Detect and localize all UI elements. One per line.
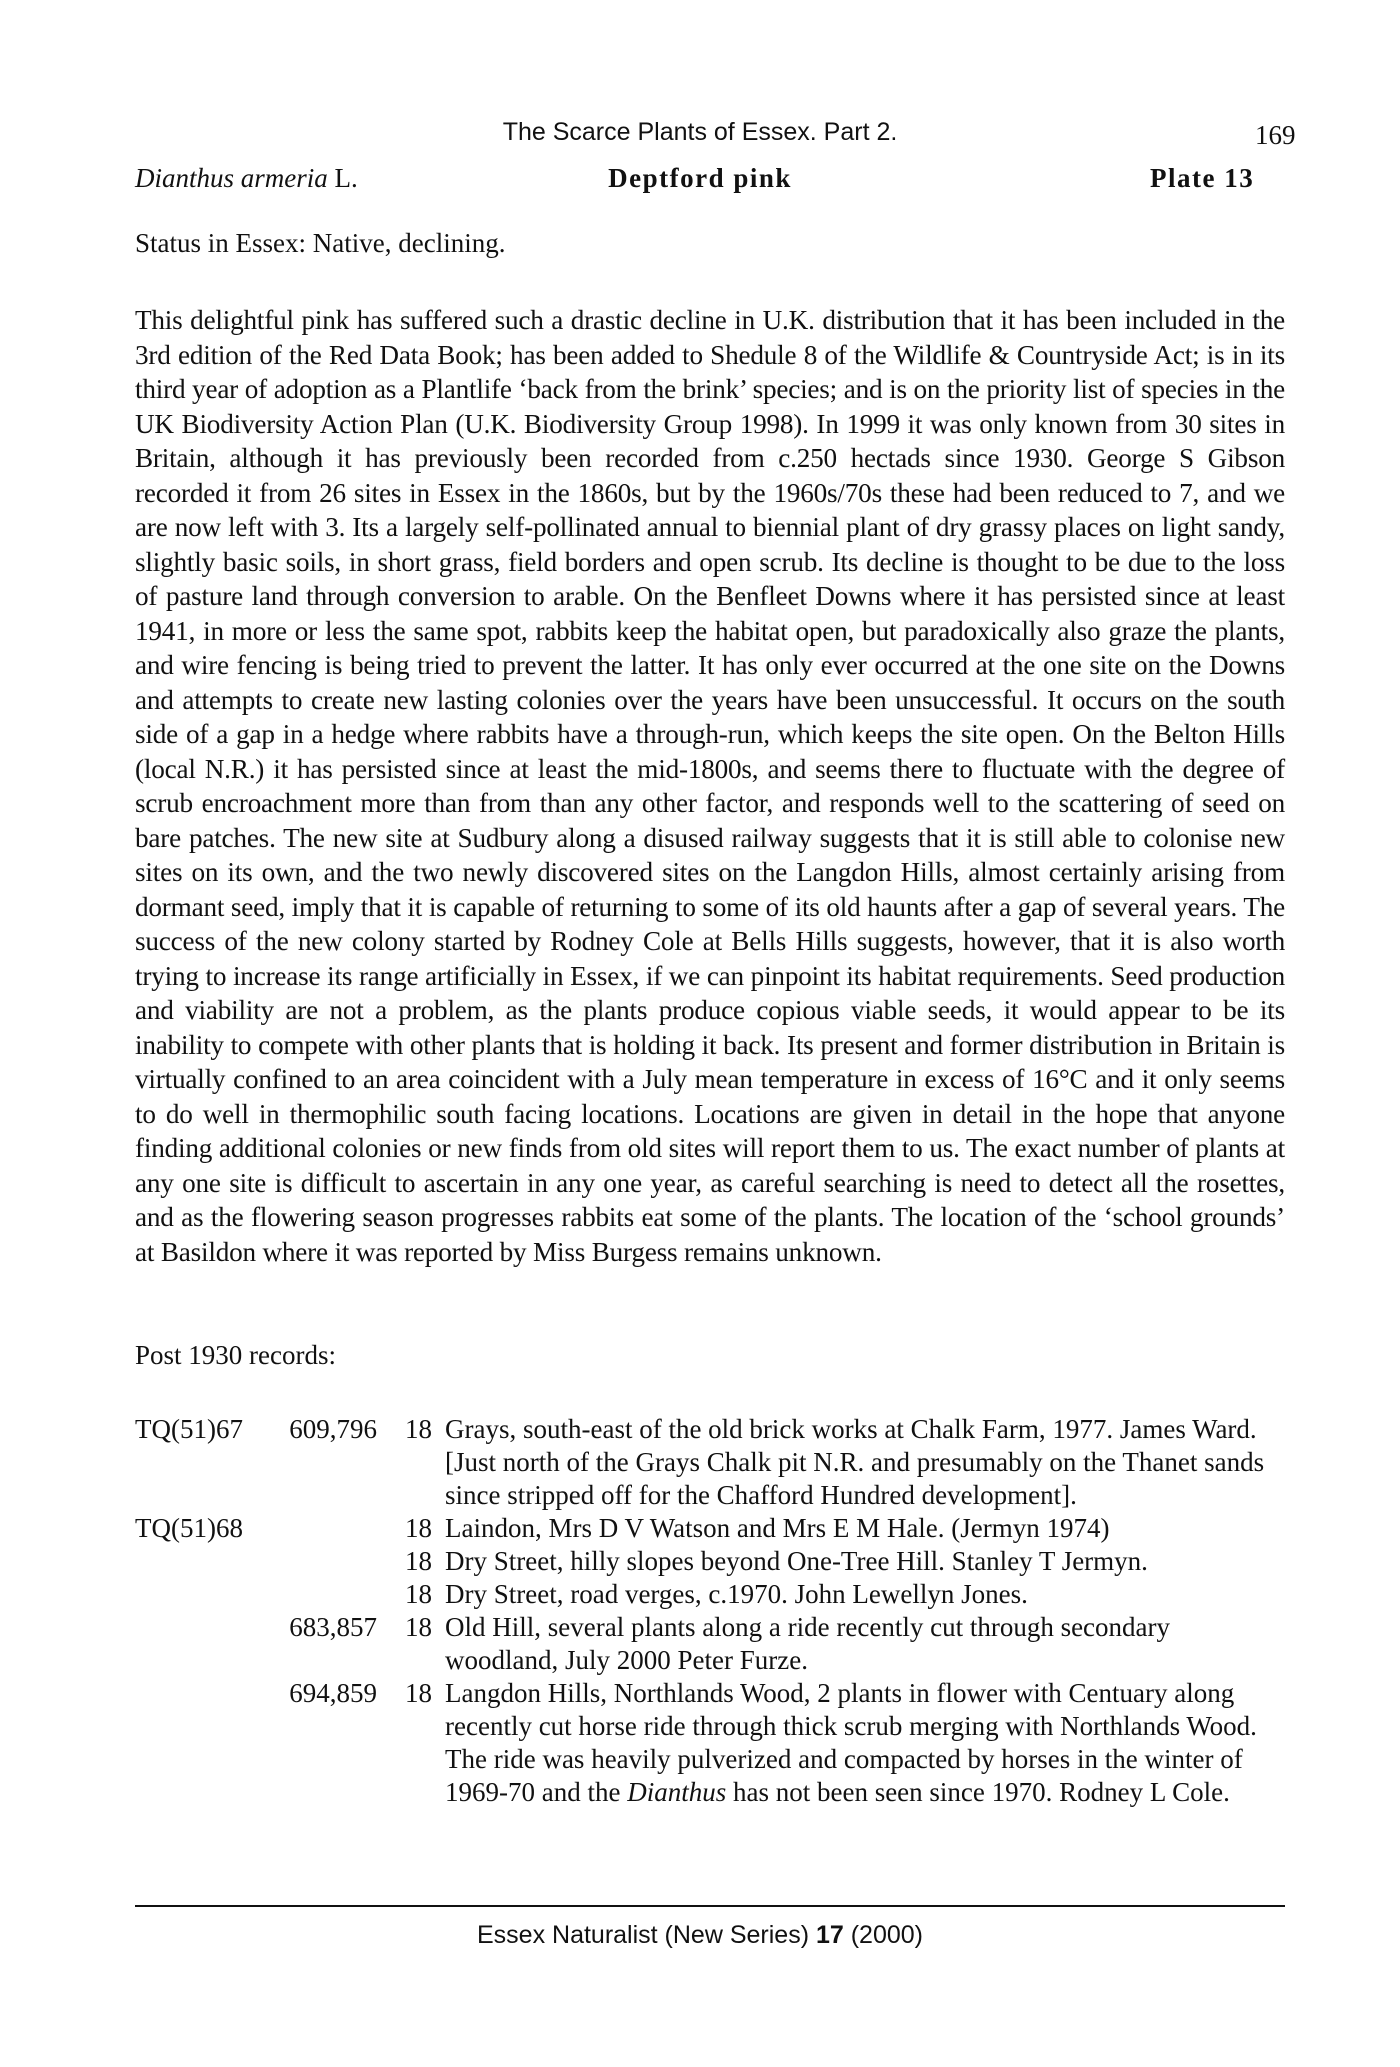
record-vice-county: 18: [405, 1579, 432, 1609]
footer-volume: 17: [815, 1921, 844, 1949]
footer-citation: [0, 1921, 1400, 1950]
record-grid-ref: [275, 1578, 385, 1611]
record-grid-ref: 683,857: [289, 1612, 377, 1642]
record-vice-county: 18: [405, 1612, 432, 1642]
species-authority: L.: [327, 163, 358, 193]
record-grid-square: [135, 1677, 275, 1809]
species-latin: Dianthus armeria: [135, 163, 328, 193]
plate-reference: Plate 13: [1150, 163, 1255, 193]
record-row: [135, 1512, 1285, 1545]
record-text-italic: Dianthus: [627, 1777, 727, 1807]
footer-rule: [135, 1905, 1285, 1907]
record-grid-square: [135, 1578, 275, 1611]
records-table: [135, 1413, 1285, 1809]
record-text-part: Langdon Hills, Northlands Wood, 2 plants in flower with Centuary along recently cut horse ride through thick scrub merging with Northlands Wood. The ride was heavily pulverized and compacted by horses in the winter of 1969-70 and the: [445, 1678, 1257, 1807]
footer-journal: Essex Naturalist (New Series): [476, 1921, 816, 1949]
record-text-part: has not been seen since 1970. Rodney L Cole.: [726, 1777, 1230, 1807]
record-text: Old Hill, several plants along a ride recently cut through secondary woodland, July 2000 Peter Furze.: [445, 1612, 1171, 1675]
status-line: Status in Essex: Native, declining.: [135, 228, 506, 258]
record-row: [135, 1545, 1285, 1578]
running-title: The Scarce Plants of Essex. Part 2.: [502, 118, 898, 146]
record-text: Laindon, Mrs D V Watson and Mrs E M Hale. (Jermyn 1974): [445, 1513, 1110, 1543]
record-vice-county: 18: [405, 1414, 432, 1444]
record-vice-county: 18: [405, 1678, 432, 1708]
page-number: 169: [1255, 120, 1296, 150]
common-name: Deptford pink: [608, 163, 792, 193]
record-text: Dry Street, hilly slopes beyond One-Tree Hill. Stanley T Jermyn.: [445, 1546, 1148, 1576]
record-vice-county: 18: [405, 1513, 432, 1543]
footer-year: (2000): [843, 1921, 923, 1949]
record-text: Dry Street, road verges, c.1970. John Lewellyn Jones.: [445, 1579, 1028, 1609]
record-grid-square: [135, 1611, 275, 1677]
record-grid-ref: [275, 1545, 385, 1578]
record-grid-ref: [275, 1512, 385, 1545]
records-heading: Post 1930 records:: [135, 1340, 336, 1370]
record-grid-square: TQ(51)67: [135, 1414, 243, 1444]
record-grid-square: [135, 1545, 275, 1578]
record-vice-county: 18: [405, 1546, 432, 1576]
species-account: This delightful pink has suffered such a drastic decline in U.K. distribution that it has been included in the 3rd edition of the Red Data Book; has been added to Shedule 8 of the Wildlife & Countryside Act; is in its third year of adoption as a Plantlife ‘back from the brink’ species; and is on the priority list of species in the UK Biodiversity Action Plan (U.K. Biodiversity Group 1998). In 1999 it was only known from 30 sites in Britain, although it has previously been recorded from c.250 hectads since 1930. George S Gibson recorded it from 26 sites in Essex in the 1860s, but by the 1960s/70s these had been reduced to 7, and we are now left with 3. Its a largely self-pollinated annual to biennial plant of dry grassy places on light sandy, slightly basic soils, in short grass, field borders and open scrub. Its decline is thought to be due to the loss of pasture land through conversion to arable. On the Benfleet Downs where it has persisted since at least 1941, in more or less the same spot, rabbits keep the habitat open, but paradoxically also graze the plants, and wire fencing is being tried to prevent the latter. It has only ever occurred at the one site on the Downs and attempts to create new lasting colonies over the years have been unsuccessful. It occurs on the south side of a gap in a hedge where rabbits have a through-run, which keeps the site open. On the Belton Hills (local N.R.) it has persisted since at least the mid-1800s, and seems there to fluctuate with the degree of scrub encroachment more than from than any other factor, and responds well to the scattering of seed on bare patches. The new site at Sudbury along a disused railway suggests that it is still able to colonise new sites on its own, and the two newly discovered sites on the Langdon Hills, almost certainly arising from dormant seed, imply that it is capable of returning to some of its old haunts after a gap of several years. The success of the new colony started by Rodney Cole at Bells Hills suggests, however, that it is also worth trying to increase its range artificially in Essex, if we can pinpoint its habitat requirements. Seed production and viability are not a problem, as the plants produce copious viable seeds, it would appear to be its inability to compete with other plants that is holding it back. Its present and former distribution in Britain is virtually confined to an area coincident with a July mean temperature in excess of 16°C and it only seems to do well in thermophilic south facing locations. Locations are given in detail in the hope that anyone finding additional colonies or new finds from old sites will report them to us. The exact number of plants at any one site is difficult to ascertain in any one year, as careful searching is need to detect all the rosettes, and as the flowering season progresses rabbits eat some of the plants. The location of the ‘school grounds’ at Basildon where it was reported by Miss Burgess remains unknown.: [135, 305, 1285, 1267]
record-grid-ref: 694,859: [289, 1678, 377, 1708]
record-row: [135, 1413, 1285, 1512]
record-grid-square: TQ(51)68: [135, 1513, 243, 1543]
record-row: [135, 1677, 1285, 1809]
record-text: [445, 1677, 1285, 1809]
record-text: Grays, south-east of the old brick works at Chalk Farm, 1977. James Ward. [Just north of the Grays Chalk pit N.R. and presumably on the Thanet sands since stripped off for the Chafford Hundred development].: [445, 1414, 1265, 1510]
record-row: [135, 1578, 1285, 1611]
record-row: [135, 1611, 1285, 1677]
record-grid-ref: 609,796: [289, 1414, 377, 1444]
